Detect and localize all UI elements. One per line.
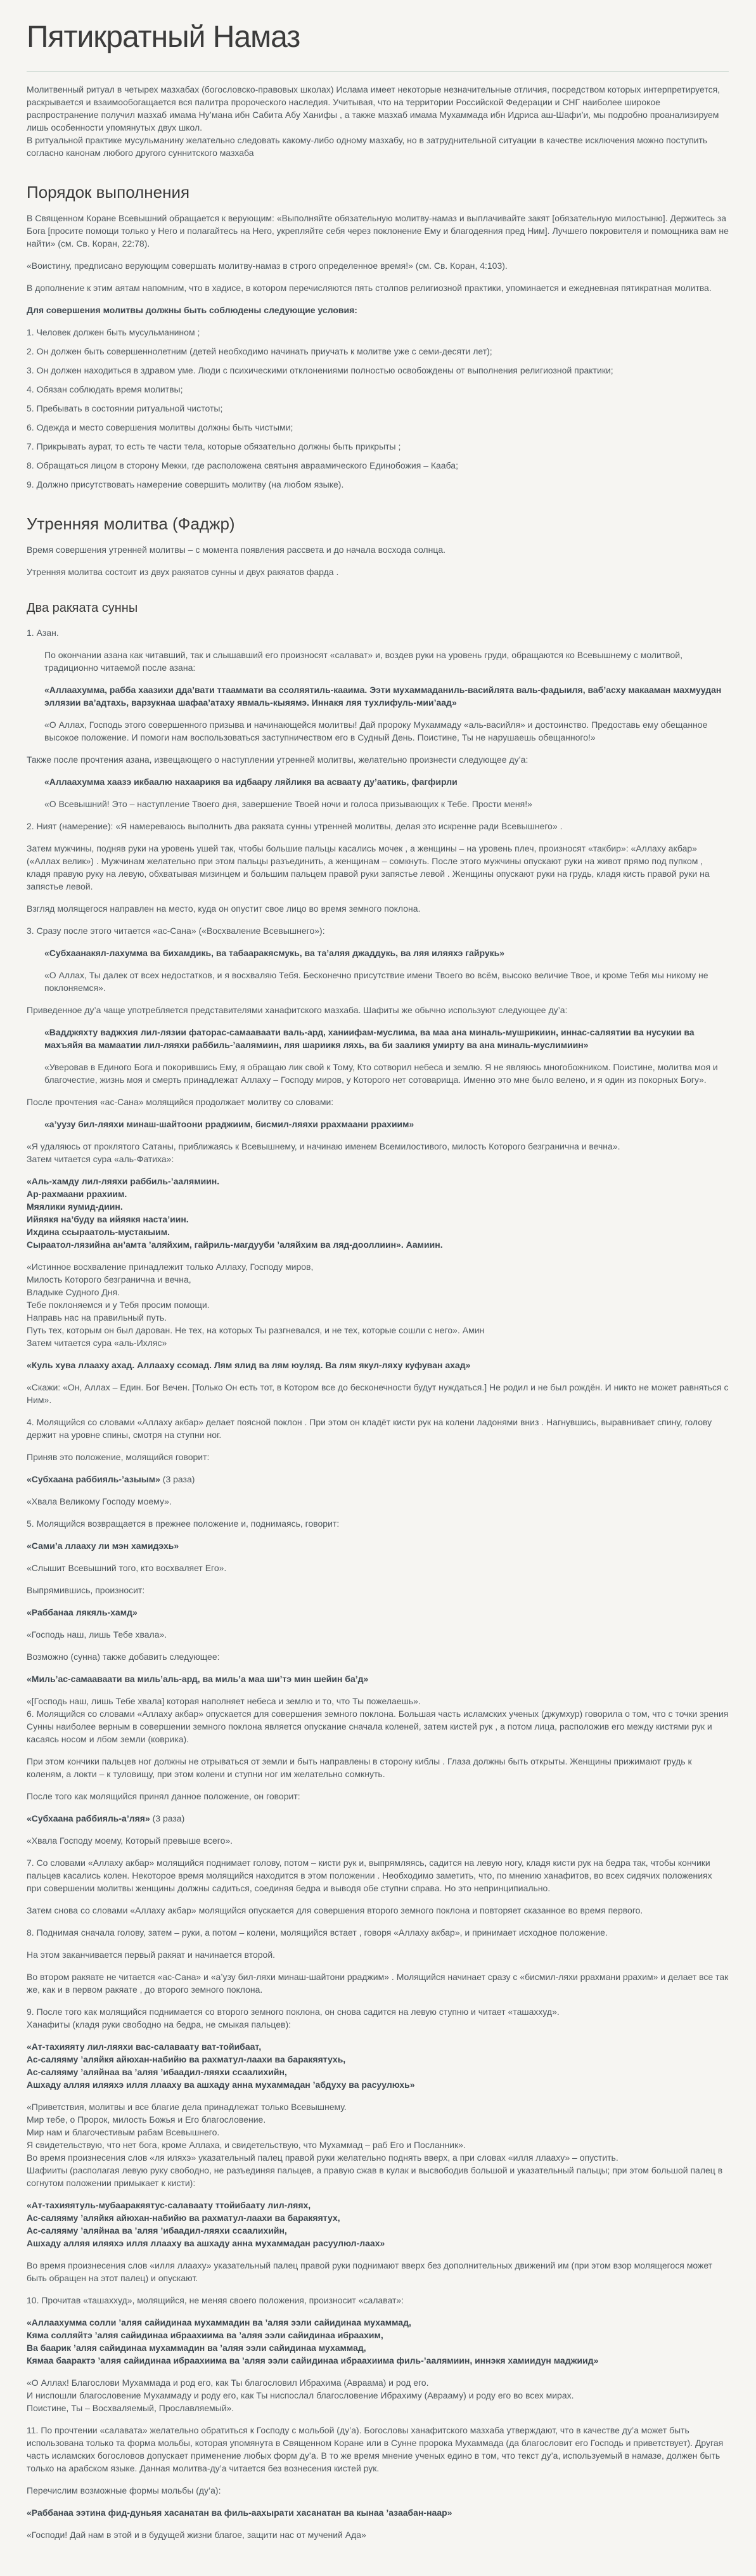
list-item xyxy=(27,459,729,472)
paragraph xyxy=(27,1517,729,1530)
text-line: Милость Которого безгранична и вечна, xyxy=(27,1274,191,1285)
text-line: Ас-саляяму ’аляйкя айюхан-набийю ва рахматул-лаахи ва баракяятух, xyxy=(27,2213,340,2223)
text-line: Ас-саляяму ’аляйкя айюхан-набийю ва рахматул-лаахи ва баракяятухь, xyxy=(27,2054,346,2064)
paragraph xyxy=(27,1790,729,1803)
text-line: 8. Обращаться лицом в сторону Мекки, где расположена святыня авраамического Единобожия – Кааба; xyxy=(27,460,458,470)
divider xyxy=(27,71,729,72)
paragraph xyxy=(27,2005,729,2031)
paragraph xyxy=(27,83,729,159)
text-line: Ханафиты (кладя руки свободно на бедра, не смыкая пальцев): xyxy=(27,2019,292,2029)
text-line: 6. Одежда и место совершения молитвы должны быть чистыми; xyxy=(27,422,293,432)
text-line: Утренняя молитва (Фаджр) xyxy=(27,514,235,533)
text-line: Ва баарик ’аляя сайидинаа мухаммадин ва ’аляя ээли сайидинаа мухаммад, xyxy=(27,2343,366,2353)
dua-text xyxy=(44,683,729,709)
text-line: Ас-саляяму ’аляйнаа ва ’аляя ’ибаадил-ляяхи ссаалихийн, xyxy=(27,2225,287,2236)
text-line: Ийяякя на’буду ва ийяякя наста’иин. xyxy=(27,1214,189,1224)
dua-text xyxy=(27,1606,729,1619)
paragraph xyxy=(27,212,729,250)
dua-text xyxy=(27,304,729,316)
text-line: В Священном Коране Всевышний обращается к верующим: «Выполняйте обязательную молитву-намаз и выплачивайте закят [обязательную милостыню]. Держитесь за Бога [просите помощи только у Него и полагайтесь на Него, укрепляйте себя через поклонение Ему и благодеяния пред Ним]. Лучшего покровителя и помощника вам не найти» (см. Св. Коран, 22:78). xyxy=(27,213,729,249)
list-item xyxy=(27,440,729,453)
dua-text xyxy=(44,947,729,959)
text-line: «О Аллах, Ты далек от всех недостатков, и я восхваляю Тебя. Бесконечно присутствие имени Твоего во всём, высоко величие Твое, и кроме Тебя мы никому не поклоняемся». xyxy=(44,970,708,993)
paragraph xyxy=(27,2424,729,2475)
list-item xyxy=(27,364,729,377)
text-line: Приведенное ду’а чаще употребляется представителями ханафитского мазхаба. Шафиты же обычно используют следующее ду’а: xyxy=(27,1005,568,1015)
paragraph xyxy=(27,1834,729,1847)
list-item xyxy=(27,383,729,396)
paragraph xyxy=(27,1381,729,1406)
text-line: 8. Поднимая сначала голову, затем – руки, а потом – колени, молящийся встает , говоря «Аллаху акбар», и принимает исходное положение. xyxy=(27,1927,608,1938)
text-line: В ритуальной практике мусульманину желательно следовать какому-либо одному мазхабу, но в затруднительной ситуации в качестве исключения можно поступить согласно канонам любого другого суннитского мазхаба xyxy=(27,135,708,158)
paragraph xyxy=(27,259,729,272)
text-line: Ар-рахмаани ррахиим. xyxy=(27,1189,127,1199)
text-line: «Куль хува ллааху ахад. Аллааху ссомад. Лям ялид ва лям юуляд. Ва лям якул-ляху куфуван ахад» xyxy=(27,1360,471,1370)
text-line: При этом кончики пальцев ног должны не отрываться от земли и быть направлены в сторону киблы . Глаза должны быть открыты. Женщины прижимают грудь к коленям, а локти – к туловищу, при этом колени и ступни ног им желательно сомкнуть. xyxy=(27,1756,692,1779)
text-line: После прочтения «ас-Сана» молящийся продолжает молитву со словами: xyxy=(27,1097,334,1107)
text-line: 7. Со словами «Аллаху акбар» молящийся поднимает голову, потом – кисти рук и, выпрямляясь, садится на левую ногу, кладя кисти рук на бедра так, чтобы кончики пальцев касались колен. Некоторое время молящийся находится в этом положении . Необходимо заметить, что, по мнению ханафитов, во всех сидячих положениях при совершении молитвы женщины должны садиться, соединяя бедра и выводя обе ступни справа. Но это непринципиально. xyxy=(27,1858,712,1893)
text-line: Утренняя молитва состоит из двух ракяатов сунны и двух ракяатов фарда . xyxy=(27,567,339,577)
paragraph xyxy=(44,969,729,994)
dua-text xyxy=(27,2316,729,2367)
repetition-note: (3 раза) xyxy=(160,1474,195,1484)
text-line: 6. Молящийся со словами «Аллаху акбар» опускается для совершения земного поклона. Большая часть исламских ученых (джумхур) говорила о том, что с точки зрения Сунны наиболее верным в совершении земного поклона является опускание сначала коленей, затем кистей рук , а потом лица, расположив его между кистями рук и касаясь носом и лбом земли (коврика). xyxy=(27,1709,729,1744)
text-line: Владыке Судного Дня. xyxy=(27,1287,120,1297)
paragraph xyxy=(44,649,729,674)
text-line: «Аллаахумма хаазэ икбаалю нахаарикя ва идбаару ляйликя ва асваату ду’аатикь, фагфирли xyxy=(44,777,458,787)
text-line: 2. Ният (намерение): «Я намереваюсь выполнить два ракяата сунны утренней молитвы, делая это искренне ради Всевышнего» . xyxy=(27,821,563,831)
text-line: 11. По прочтении «салавата» желательно обратиться к Господу с мольбой (ду’а). Богословы ханафитского мазхаба утверждают, что в качестве ду’а может быть использована только та форма мольбы, которая упомянута в Священном Коране или в Сунне пророка Мухаммада (да благословит его Господь и приветствует). Другая часть исламских богословов допускает применение любых форм ду’а. В то же время мнение ученых едино в том, что текст ду’а, используемый в намазе, должен быть только на арабском языке. Данная молитва-ду’а читается без вознесения кистей рук. xyxy=(27,2425,724,2473)
text-line: «О Аллах! Благослови Мухаммада и род его, как Ты благословил Ибрахима (Авраама) и род его. xyxy=(27,2378,429,2388)
text-line: И ниспошли благословение Мухаммаду и роду его, как Ты ниспослал благословение Ибрахиму (Аврааму) и роду его во всех мирах. xyxy=(27,2390,574,2400)
text-line: «Субхаанакял-лахумма ва бихамдикь, ва табааракясмукь, ва та’аляя джаддукь, ва ляя иляяхэ гайрукь» xyxy=(44,948,505,958)
text-line: «Слышит Всевышний того, кто восхваляет Его». xyxy=(27,1563,227,1573)
section-heading xyxy=(27,514,729,534)
text-line: «О Аллах, Господь этого совершенного призыва и начинающейся молитвы! Дай пророку Мухаммаду «аль-васийля» и достоинство. Предоставь ему обещанное высокое положение. И помоги нам воспользоваться заступничеством его в Судный День. Поистине, Ты не нарушаешь обещанного!» xyxy=(44,720,708,742)
text-line: Я свидетельствую, что нет бога, кроме Аллаха, и свидетельствую, что Мухаммад – раб Его и Посланник». xyxy=(27,2140,466,2150)
text-line: Затем мужчины, подняв руки на уровень ушей так, чтобы большие пальцы касались мочек , а женщины – на уровень плеч, произносят «такбир»: «Аллаху акбар» («Аллах велик») . Мужчинам желательно при этом пальцы разъединить, а женщинам – сомкнуть. После этого мужчины опускают руки на живот прямо под пупком , кладя правую руку на левую, обхватывая мизинцем и большим пальцем правой руки запястье левой . Женщины опускают руки на грудь, кладя кисть правой руки на запястье левой. xyxy=(27,843,710,891)
paragraph xyxy=(27,1628,729,1641)
paragraph xyxy=(27,842,729,893)
paragraph xyxy=(27,1260,729,1349)
text-line: 3. Он должен находиться в здравом уме. Люди с психическими отклонениями полностью освобождены от выполнения религиозной практики; xyxy=(27,365,613,375)
text-line: Ас-саляяму ’аляйнаа ва ’аляя ’ибаадил-ляяхи ссаалихийн, xyxy=(27,2067,287,2077)
text-line: По окончании азана как читавший, так и слышавший его произносят «салават» и, воздев руки на уровень груди, обращаются ко Всевышнему с молитвой, традиционно читаемой после азана: xyxy=(44,650,683,673)
text-line: 5. Пребывать в состоянии ритуальной чистоты; xyxy=(27,403,223,413)
text-line: 1. Азан. xyxy=(27,628,59,638)
dua-text xyxy=(27,1175,729,1251)
dua-text xyxy=(27,2040,729,2091)
text-line: «О Всевышний! Это – наступление Твоего дня, завершение Твоей ночи и голоса призывающих к Тебе. Прости меня!» xyxy=(44,799,532,809)
text-line: 4. Молящийся со словами «Аллаху акбар» делает поясной поклон . При этом он кладёт кисти рук на колени ладонями вниз . Нагнувшись, выравнивает спину, голову держит на уровне спины, смотря на ступни ног. xyxy=(27,1417,712,1440)
text-line: Во время произнесения слов «илля ллааху» указательный палец правой руки поднимают вверх без дополнительных движений им (при этом взор молящегося может быть обращен на этот палец) и опускают. xyxy=(27,2260,713,2283)
text-line: Для совершения молитвы должны быть соблюдены следующие условия: xyxy=(27,305,357,315)
dua-text: «Субхаана раббияль-а’ляя» xyxy=(27,1813,150,1823)
text-line: Путь тех, которым он был дарован. Не тех, на которых Ты разгневался, и не тех, которые сошли с него». Амин xyxy=(27,1325,485,1335)
text-line: Мяялики яумид-диин. xyxy=(27,1201,123,1212)
paragraph xyxy=(27,902,729,915)
text-line: 4. Обязан соблюдать время молитвы; xyxy=(27,384,183,394)
list-item xyxy=(27,478,729,491)
text-line: Тебе поклоняемся и у Тебя просим помощи. xyxy=(27,1300,210,1310)
text-line: «Воистину, предписано верующим совершать молитву-намаз в строго определенное время!» (см. Св. Коран, 4:103). xyxy=(27,261,508,271)
paragraph xyxy=(27,626,729,639)
text-line: Перечислим возможные формы мольбы (ду’а): xyxy=(27,2485,221,2495)
text-line: Возможно (сунна) также добавить следующее: xyxy=(27,1652,220,1662)
paragraph xyxy=(27,1096,729,1108)
dua-text-with-note xyxy=(27,1812,729,1825)
text-line: «[Господь наш, лишь Тебе хвала] которая наполняет небеса и землю и то, что Ты пожелаешь». xyxy=(27,1696,421,1706)
text-line: «Хвала Господу моему, Который превыше всего». xyxy=(27,1835,233,1846)
dua-text xyxy=(27,1539,729,1552)
paragraph xyxy=(27,1584,729,1596)
paragraph xyxy=(27,1971,729,1996)
text-line: В дополнение к этим аятам напомним, что в хадисе, в котором перечисляются пять столпов религиозной практики, упоминается и ежедневная пятикратная молитва. xyxy=(27,283,712,293)
repetition-note: (3 раза) xyxy=(150,1813,185,1823)
section-heading xyxy=(27,182,729,202)
text-line: Молитвенный ритуал в четырех мазхабах (богословско-правовых школах) Ислама имеет некоторые незначительные отличия, посредством которых интерпретируется, раскрывается и взаимообогащается вся палитра пророческого наследия. Учитывая, что на территории Российской Федерации и СНГ наиболее широкое распространение получил мазхаб имама Ну’мана ибн Сабита Абу Ханифы , а также мазхаб имама Мухаммада ибн Идриса аш-Шафи’и, мы подробно проанализируем лишь особенности упомянутых двух школ. xyxy=(27,84,721,133)
text-line: «Аллаахумма, рабба хаазихи дда’вати ттааммати ва ссоляятиль-кааима. Ээти мухаммаданиль-васийлята валь-фадыиля, ваб’асху макааман махмуудан эллязии ва’адтахь, варзукнаа шафаа’атаху явмаль-кыяямэ. Иннакя ляя тухлифуль-мии’аад» xyxy=(44,685,722,708)
dua-text xyxy=(44,775,729,788)
paragraph xyxy=(27,2484,729,2497)
paragraph xyxy=(27,1562,729,1574)
text-line: «Раббанаа ээтина фид-дуньяя хасанатан ва филь-аахырати хасанатан ва кынаа ’азаабан-наар» xyxy=(27,2508,452,2518)
text-line: Взгляд молящегося направлен на место, куда он опустит свое лицо во время земного поклона. xyxy=(27,903,421,914)
list-item xyxy=(27,345,729,358)
text-line: «Я удаляюсь от проклятого Сатаны, приближаясь к Всевышнему, и начинаю именем Всемилостивого, милость Которого безгранична и вечна». xyxy=(27,1141,620,1151)
text-line: Поистине, Ты – Восхваляемый, Прославляемый». xyxy=(27,2403,234,2413)
dua-text xyxy=(27,1359,729,1371)
list-item xyxy=(27,402,729,415)
text-line: Затем читается сура «аль-Фатиха»: xyxy=(27,1154,174,1164)
text-line: После того как молящийся принял данное положение, он говорит: xyxy=(27,1791,300,1801)
text-line: Два ракяата сунны xyxy=(27,601,138,615)
paragraph xyxy=(27,2528,729,2541)
list-item xyxy=(27,326,729,339)
list-item xyxy=(27,421,729,434)
text-line: Ашхаду алляя иляяхэ илля ллааху ва ашхаду анна мухаммадан ’абдуху ва расуулюхь» xyxy=(27,2080,415,2090)
text-line: 9. После того как молящийся поднимается со второго земного поклона, он снова садится на левую ступню и читает «ташаххуд». xyxy=(27,2007,560,2017)
text-line: Пятикратный Намаз xyxy=(27,20,300,54)
paragraph xyxy=(27,566,729,578)
text-line: «Уверовав в Единого Бога и покорившись Ему, я обращаю лик свой к Тому, Кто сотворил небеса и землю. Я не являюсь многобожником. Поистине, молитва моя и благочестие, жизнь моя и смерть принадлежат Аллаху – Господу миров, у Которого нет сотоварища. Именно это мне было велено, и я один из покорных Богу». xyxy=(44,1062,718,1085)
text-line: «Приветствия, молитвы и все благие дела принадлежат только Всевышнему. xyxy=(27,2102,347,2112)
text-line: Направь нас на правильный путь. xyxy=(27,1312,167,1323)
text-line: Мир тебе, о Пророк, милость Божья и Его благословение. xyxy=(27,2114,266,2125)
text-line: «Господи! Дай нам в этой и в будущей жизни благое, защити нас от мучений Ада» xyxy=(27,2530,366,2540)
text-line: Также после прочтения азана, извещающего о наступлении утренней молитвы, желательно произнести следующее ду’а: xyxy=(27,754,529,765)
text-line: Порядок выполнения xyxy=(27,183,190,202)
paragraph xyxy=(27,1904,729,1917)
paragraph xyxy=(27,1948,729,1961)
text-line: Выпрямившись, произносит: xyxy=(27,1585,145,1595)
page-title xyxy=(27,20,729,55)
dua-text: «Субхаана раббияль-’азыым» xyxy=(27,1474,160,1484)
paragraph xyxy=(27,1926,729,1939)
text-line: Ашхаду алляя иляяхэ илля ллааху ва ашхаду анна мухаммадан расуулюл-лаах» xyxy=(27,2238,385,2248)
text-line: На этом заканчивается первый ракяат и начинается второй. xyxy=(27,1950,276,1960)
paragraph xyxy=(44,718,729,744)
text-line: «Истинное восхваление принадлежит только Аллаху, Господу миров, xyxy=(27,1262,314,1272)
text-line: «Хвала Великому Господу моему». xyxy=(27,1496,172,1506)
paragraph xyxy=(27,1416,729,1441)
text-line: «Ат-тахияятуль-мубааракяятус-салаваату ттойибаату лил-ляях, xyxy=(27,2200,311,2210)
paragraph xyxy=(44,798,729,810)
paragraph xyxy=(27,1695,729,1745)
text-line: 3. Сразу после этого читается «ас-Сана» («Восхваление Всевышнего»): xyxy=(27,926,325,936)
text-line: Ихдина ссыраатоль-мустакыим. xyxy=(27,1227,170,1237)
text-line: Затем снова со словами «Аллаху акбар» молящийся опускается для совершения второго земного поклона и повторяет сказанное во время первого. xyxy=(27,1905,643,1915)
paragraph xyxy=(27,2100,729,2189)
paragraph xyxy=(27,1451,729,1463)
dua-text xyxy=(27,2199,729,2249)
text-line: «Господь наш, лишь Тебе хвала». xyxy=(27,1629,167,1640)
paragraph xyxy=(27,1650,729,1663)
dua-text xyxy=(27,2506,729,2519)
text-line: 10. Прочитав «ташаххуд», молящийся, не меняя своего положения, произносит «салават»: xyxy=(27,2295,404,2305)
dua-text xyxy=(44,1118,729,1130)
text-line: 7. Прикрывать аурат, то есть те части тела, которые обязательно должны быть прикрыты ; xyxy=(27,441,401,451)
text-line: «Аллаахумма солли ’аляя сайидинаа мухаммадин ва ’аляя ээли сайидинаа мухаммад, xyxy=(27,2317,411,2327)
text-line: Во время произнесения слов «ля иляхэ» указательный палец правой руки желательно поднять вверх, а при словах «илля ллааху» – опустить. xyxy=(27,2152,618,2163)
text-line: Шафииты (располагая левую руку свободно, не разъединяя пальцев, а правую сжав в кулак и высвободив большой и указательный пальцы; при этом большой палец в согнутом положении примыкает к кисти): xyxy=(27,2165,723,2188)
text-line: 5. Молящийся возвращается в прежнее положение и, поднимаясь, говорит: xyxy=(27,1518,340,1529)
text-line: Кяма солляйтэ ’аляя сайидинаа ибраахиима ва ’аляя ээли сайидинаа ибраахим, xyxy=(27,2330,383,2340)
text-line: Кямаа баарактэ ’аляя сайидинаа ибраахиима ва ’аляя ээли сайидинаа ибраахиима филь-’аалямиин, иннэкя хамиидун маджиид» xyxy=(27,2355,599,2366)
text-line: Мир нам и благочестивым рабам Всевышнего. xyxy=(27,2127,220,2137)
paragraph xyxy=(27,753,729,766)
text-line: «Раббанаа лякяль-хамд» xyxy=(27,1607,138,1617)
dua-text xyxy=(44,1026,729,1051)
text-line: «а’уузу бил-ляяхи минаш-шайтоони рраджиим, бисмил-ляяхи ррахмаани ррахиим» xyxy=(44,1119,414,1129)
text-line: «Миль’ас-самааваати ва миль’аль-ард, ва миль’а маа ши’тэ мин шейин ба’д» xyxy=(27,1674,369,1684)
paragraph xyxy=(27,1004,729,1016)
text-line: 9. Должно присутствовать намерение совершить молитву (на любом языке). xyxy=(27,479,344,489)
paragraph xyxy=(27,2259,729,2284)
paragraph xyxy=(27,1856,729,1894)
paragraph xyxy=(27,2376,729,2414)
text-line: Время совершения утренней молитвы – с момента появления рассвета и до начала восхода солнца. xyxy=(27,545,446,555)
dua-text xyxy=(27,1673,729,1685)
paragraph xyxy=(27,1755,729,1780)
text-line: 2. Он должен быть совершеннолетним (детей необходимо начинать приучать к молитве уже с семи-десяти лет); xyxy=(27,346,492,356)
paragraph xyxy=(27,543,729,556)
paragraph xyxy=(27,820,729,832)
paragraph xyxy=(27,282,729,294)
paragraph xyxy=(44,1061,729,1086)
text-line: Во втором ракяате не читается «ас-Сана» и «а’узу бил-ляхи минаш-шайтони рраджим» . Молящийся начинает сразу с «бисмил-ляхи ррахмани ррахим» и делает все так же, как и в первом ракяате , до второго земного поклона. xyxy=(27,1972,729,1995)
subsection-heading xyxy=(27,600,729,616)
text-line: «Ат-тахияяту лил-ляяхи вас-салаваату ват-тойибаат, xyxy=(27,2042,262,2052)
dua-text-with-note xyxy=(27,1473,729,1485)
text-line: «Вадджяхту ваджхия лил-лязии фаторас-самааваати валь-ард, ханиифам-муслима, ва маа ана миналь-мушрикиин, иннас-саляятии ва нусукии ва махъяйя ва мамаатии лил-ляяхи раббиль-’аалямиин, ляя шариикя ляхь, ва би зааликя умирту ва ана миналь-муслимиин» xyxy=(44,1027,695,1050)
paragraph xyxy=(27,1495,729,1508)
text-line: Сыраатол-лязийна ан’амта ’аляйхим, гайриль-магдууби ’аляйхим ва ляд-дооллиин». Аамиин. xyxy=(27,1239,443,1250)
text-line: Приняв это положение, молящийся говорит: xyxy=(27,1452,210,1462)
text-line: «Аль-хамду лил-ляяхи раббиль-’аалямиин. xyxy=(27,1176,220,1186)
paragraph xyxy=(27,924,729,937)
paragraph xyxy=(27,1140,729,1165)
text-line: 1. Человек должен быть мусульманином ; xyxy=(27,327,200,337)
text-line: Затем читается сура «аль-Ихляс» xyxy=(27,1338,167,1348)
text-line: «Скажи: «Он, Аллах – Един. Бог Вечен. [Только Он есть тот, в Котором все до бесконечности будут нуждаться.] Не родил и не был рождён. И никто не может равняться с Ним». xyxy=(27,1382,729,1405)
text-line: «Сами’а ллааху ли мэн хамидэхь» xyxy=(27,1541,179,1551)
paragraph xyxy=(27,2294,729,2307)
